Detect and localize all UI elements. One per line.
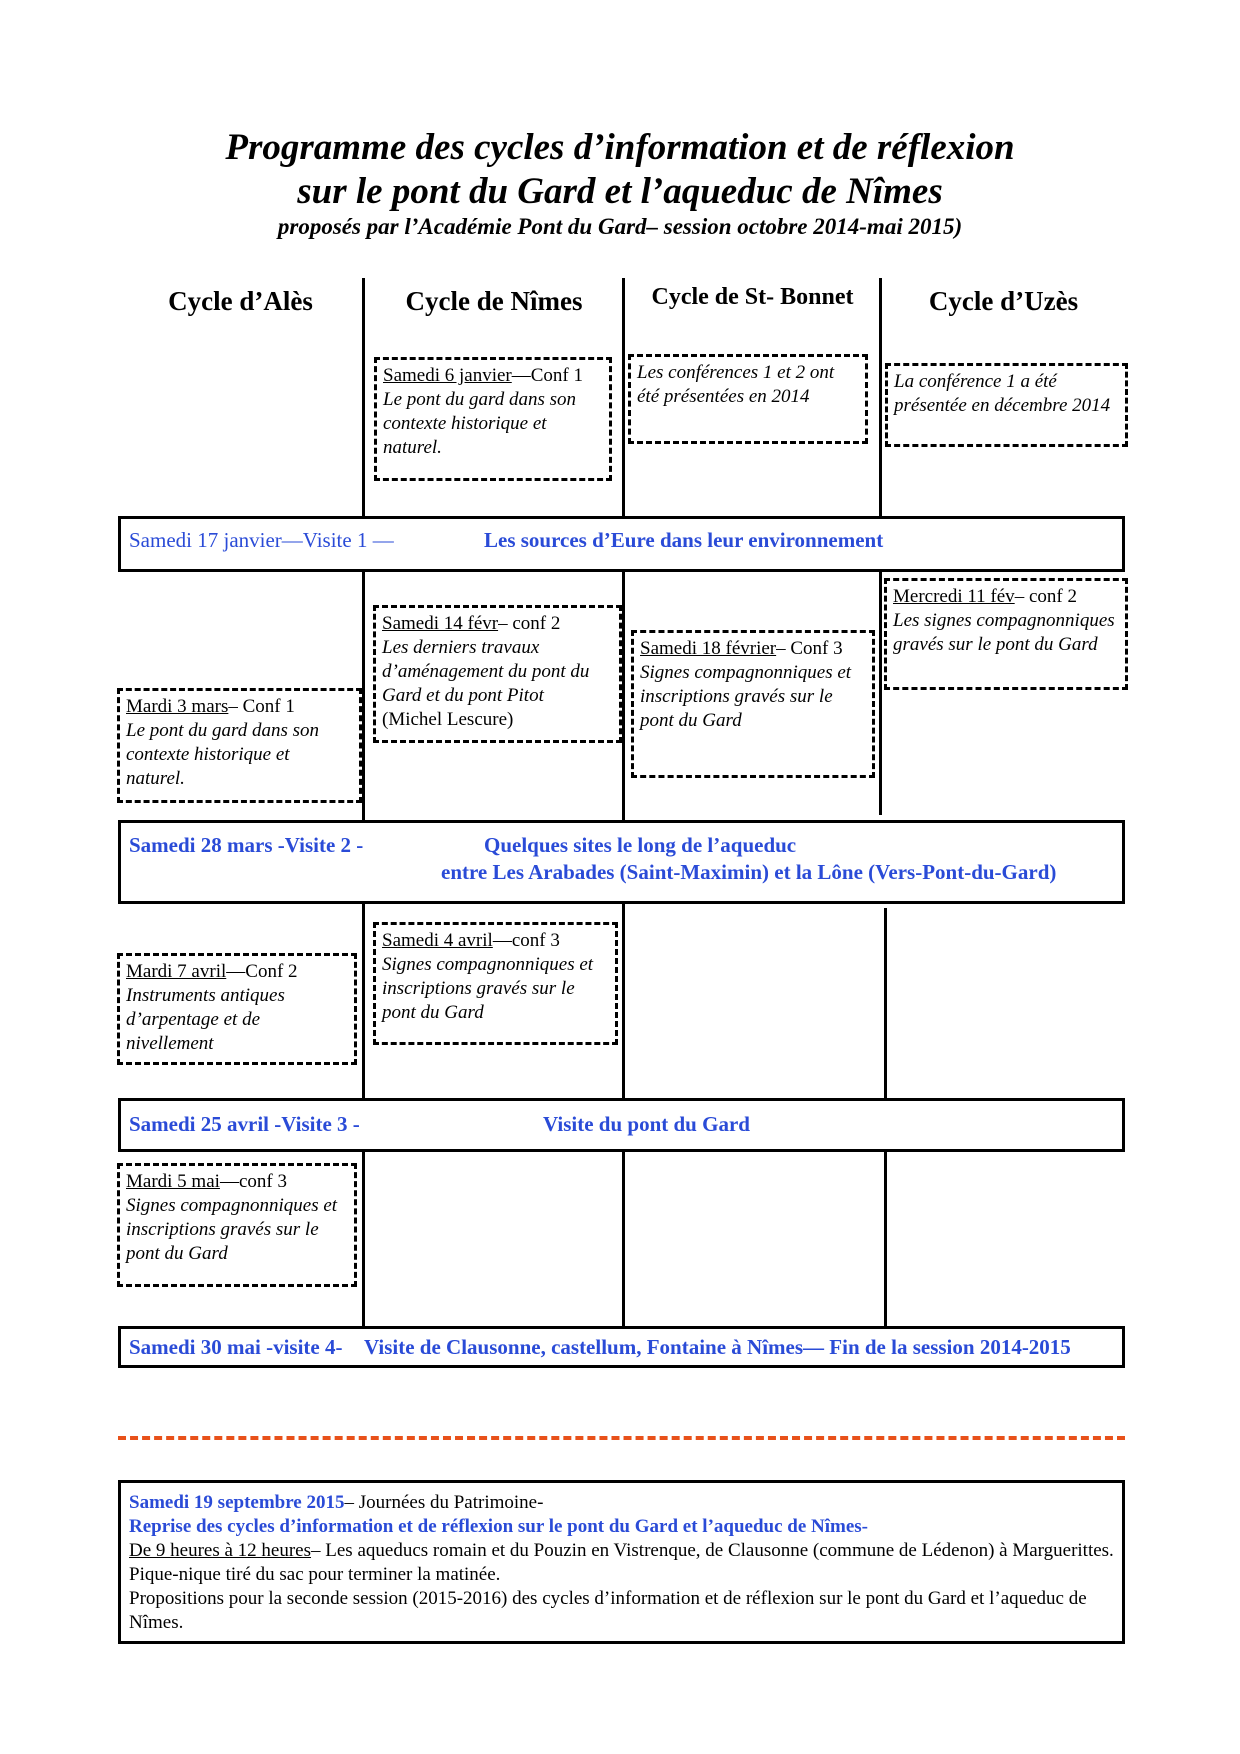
title-line-2: sur le pont du Gard et l’aqueduc de Nîmes: [297, 171, 943, 212]
event-description: Le pont du gard dans son contexte historique et naturel.: [383, 389, 577, 458]
subtitle: proposés par l’Académie Pont du Gard– session octobre 2014-mai 2015): [277, 214, 963, 239]
event-description: Signes compagnonniques et inscriptions gravés sur le pont du Gard: [640, 662, 852, 731]
event-card-ales-conf2: [117, 953, 357, 1065]
event-date: Samedi 18 février: [640, 638, 777, 659]
footer-headline: Reprise des cycles d’information et de réflexion sur le pont du Gard et l’aqueduc de Nîmes-: [129, 1516, 869, 1537]
visit-date: Samedi 28 mars -Visite 2 -: [129, 833, 364, 857]
visit-subtitle: entre Les Arabades (Saint-Maximin) et la Lône (Vers-Pont-du-Gard): [441, 860, 1057, 884]
event-card-uzes-conf2: [884, 578, 1128, 690]
column-divider: [879, 570, 882, 815]
event-card-st-bonnet-conf3: [631, 630, 875, 778]
event-description: Instruments antiques d’arpentage et de nivellement: [126, 985, 285, 1054]
column-divider: [362, 278, 365, 518]
event-description: Les conférences 1 et 2 ont été présentées en 2014: [637, 362, 835, 407]
title-line-1: Programme des cycles d’information et de réflexion: [225, 127, 1015, 168]
event-card-nimes-conf3: [373, 922, 618, 1045]
column-header-uzes: Cycle d’Uzès: [928, 286, 1079, 316]
column-divider: [622, 570, 625, 822]
visit-title: Les sources d’Eure dans leur environnement: [484, 528, 884, 552]
visit-band-2: [118, 820, 1125, 904]
visit-title: Visite de Clausonne, castellum, Fontaine à Nîmes— Fin de la session 2014-2015: [364, 1335, 1071, 1359]
event-card-ales-conf1: [117, 688, 362, 803]
event-date: Samedi 6 janvier: [383, 365, 512, 386]
event-type: —Conf 1: [511, 365, 583, 386]
event-type: —conf 3: [219, 1171, 287, 1192]
event-type: – conf 2: [1014, 586, 1077, 607]
column-divider: [362, 902, 365, 1100]
event-type: – conf 2: [498, 613, 561, 634]
column-divider: [622, 1150, 625, 1328]
event-description: Les derniers travaux d’aménagement du pont du Gard et du pont Pitot: [382, 637, 590, 706]
event-description: Signes compagnonniques et inscriptions gravés sur le pont du Gard: [382, 954, 594, 1023]
event-description: Les signes compagnonniques gravés sur le pont du Gard: [893, 610, 1115, 655]
column-divider: [884, 908, 887, 1100]
event-type: – Conf 3: [776, 638, 843, 659]
event-description: Signes compagnonniques et inscriptions gravés sur le pont du Gard: [126, 1195, 338, 1264]
footer-date-rest: – Journées du Patrimoine-: [344, 1492, 544, 1513]
event-speaker: (Michel Lescure): [382, 709, 514, 730]
event-description: Le pont du gard dans son contexte historique et naturel.: [126, 720, 320, 789]
event-date: Samedi 14 févr: [382, 613, 499, 634]
column-header-ales: Cycle d’Alès: [168, 286, 313, 316]
visit-band-1: [118, 516, 1125, 572]
visit-title: Visite du pont du Gard: [543, 1112, 750, 1136]
visit-date: Samedi 17 janvier—Visite 1 —: [129, 528, 394, 552]
footer-time-details: – Les aqueducs romain et du Pouzin en Vistrenque, de Clausonne (commune de Lédenon) à Marguerittes. Pique-nique tiré du sac pour terminer la matinée.: [129, 1540, 1114, 1585]
visit-band-3: [118, 1098, 1125, 1152]
column-header-st-bonnet: Cycle de St- Bonnet: [651, 284, 854, 310]
event-type: —Conf 2: [226, 961, 298, 982]
column-header-nimes: Cycle de Nîmes: [405, 286, 583, 316]
column-divider: [622, 902, 625, 1100]
visit-date: Samedi 25 avril -Visite 3 -: [129, 1112, 360, 1136]
visit-date: Samedi 30 mai -visite 4-: [129, 1335, 343, 1359]
visit-title: Quelques sites le long de l’aqueduc: [484, 833, 797, 857]
event-card-st-bonnet-note: [628, 354, 868, 444]
orange-separator: [118, 1436, 1125, 1440]
event-card-ales-conf3: [117, 1163, 357, 1287]
event-date: Samedi 4 avril: [382, 930, 493, 951]
event-type: —conf 3: [492, 930, 560, 951]
footer-time: De 9 heures à 12 heures: [129, 1540, 312, 1561]
column-divider: [622, 278, 625, 518]
event-type: – Conf 1: [228, 696, 295, 717]
event-card-nimes-conf1: [374, 357, 612, 481]
event-card-nimes-conf2: [373, 605, 622, 743]
event-date: Mercredi 11 fév: [893, 586, 1015, 607]
column-divider: [362, 1150, 365, 1328]
footer-proposals: Propositions pour la seconde session (2015-2016) des cycles d’information et de réflexion sur le pont du Gard et l’aqueduc de Nîmes.: [129, 1588, 1087, 1633]
visit-band-4: [118, 1326, 1125, 1368]
event-date: Mardi 3 mars: [126, 696, 229, 717]
column-divider: [362, 570, 365, 822]
column-divider: [879, 278, 882, 518]
event-date: Mardi 7 avril: [126, 961, 227, 982]
event-description: La conférence 1 a été présentée en décembre 2014: [894, 371, 1111, 416]
event-date: Mardi 5 mai: [126, 1171, 220, 1192]
column-divider: [884, 1150, 887, 1328]
event-card-uzes-note: [885, 363, 1128, 447]
footer-date: Samedi 19 septembre 2015: [129, 1492, 345, 1513]
footer-announcement: [118, 1480, 1125, 1644]
